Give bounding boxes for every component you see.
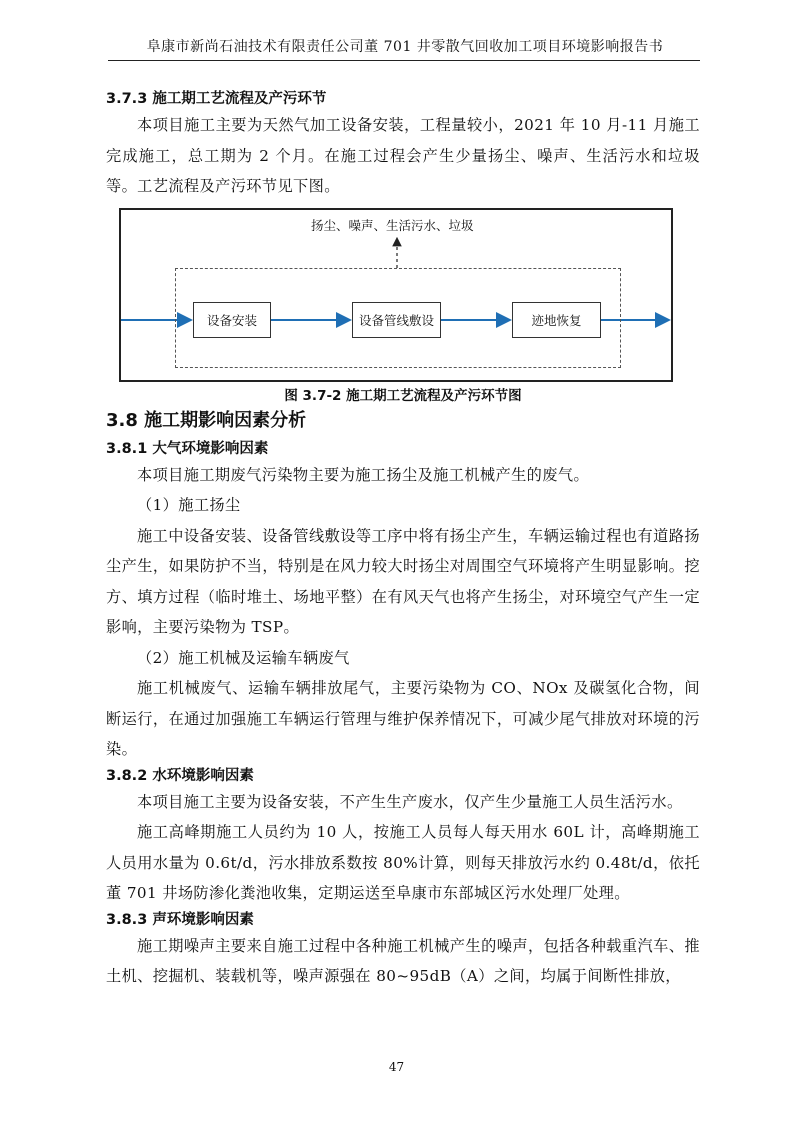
paragraph: 施工高峰期施工人员约为 10 人，按施工人员每人每天用水 60L 计，高峰期施工人员用水量为 0.6t/d，污水排放系数按 80%计算，则每天排放污水约 0.48t/d，依托董 701 井场防渗化粪池收集，定期运送至阜康市东部城区污水处理厂处理。 [106, 823, 700, 902]
heading-3-8: 3.8 施工期影响因素分析 [106, 409, 307, 431]
process-flow-figure [119, 208, 673, 382]
header-rule [108, 60, 700, 61]
paragraph: 施工机械废气、运输车辆排放尾气，主要污染物为 CO、NOx 及碳氢化合物，间断运行，在通过加强施工车辆运行管理与维护保养情况下，可减少尾气排放对环境的污染。 [106, 679, 700, 758]
heading-3-8-3: 3.8.3 声环境影响因素 [106, 911, 254, 928]
page-number: 47 [388, 1060, 405, 1074]
pollutants-label: 扬尘、噪声、生活污水、垃圾 [311, 217, 474, 233]
step-site-restoration: 迹地恢复 [512, 302, 601, 338]
heading-3-7-3: 3.7.3 施工期工艺流程及产污环节 [106, 91, 327, 107]
step-equipment-install: 设备安装 [193, 302, 271, 338]
paragraph: 本项目施工主要为天然气加工设备安装，工程量较小，2021 年 10 月-11 月施工完成施工，总工期为 2 个月。在施工过程会产生少量扬尘、噪声、生活污水和垃圾等。工艺流程及产污环节见下图。 [106, 116, 700, 195]
list-item: （2）施工机械及运输车辆废气 [137, 648, 350, 667]
heading-3-8-1: 3.8.1 大气环境影响因素 [106, 440, 269, 457]
step-pipeline-laying: 设备管线敷设 [352, 302, 441, 338]
figure-caption: 图 3.7-2 施工期工艺流程及产污环节图 [284, 387, 522, 404]
heading-3-8-2: 3.8.2 水环境影响因素 [106, 767, 254, 784]
page-body [106, 88, 700, 992]
running-header: 阜康市新尚石油技术有限责任公司董 701 井零散气回收加工项目环境影响报告书 [146, 39, 664, 55]
list-item: （1）施工扬尘 [137, 496, 241, 514]
paragraph: 施工期噪声主要来自施工过程中各种施工机械产生的噪声，包括各种载重汽车、推土机、挖掘机、装载机等，噪声源强在 80~95dB（A）之间，均属于间断性排放， [106, 936, 700, 985]
paragraph: 本项目施工期废气污染物主要为施工扬尘及施工机械产生的废气。 [137, 465, 590, 484]
paragraph: 本项目施工主要为设备安装，不产生生产废水，仅产生少量施工人员生活污水。 [137, 792, 683, 811]
paragraph: 施工中设备安装、设备管线敷设等工序中将有扬尘产生，车辆运输过程也有道路扬尘产生，如果防护不当，特别是在风力较大时扬尘对周围空气环境将产生明显影响。挖方、填方过程（临时堆土、场地平整）在有风天气也将产生扬尘，对环境空气产生一定影响，主要污染物为 TSP。 [106, 526, 700, 636]
